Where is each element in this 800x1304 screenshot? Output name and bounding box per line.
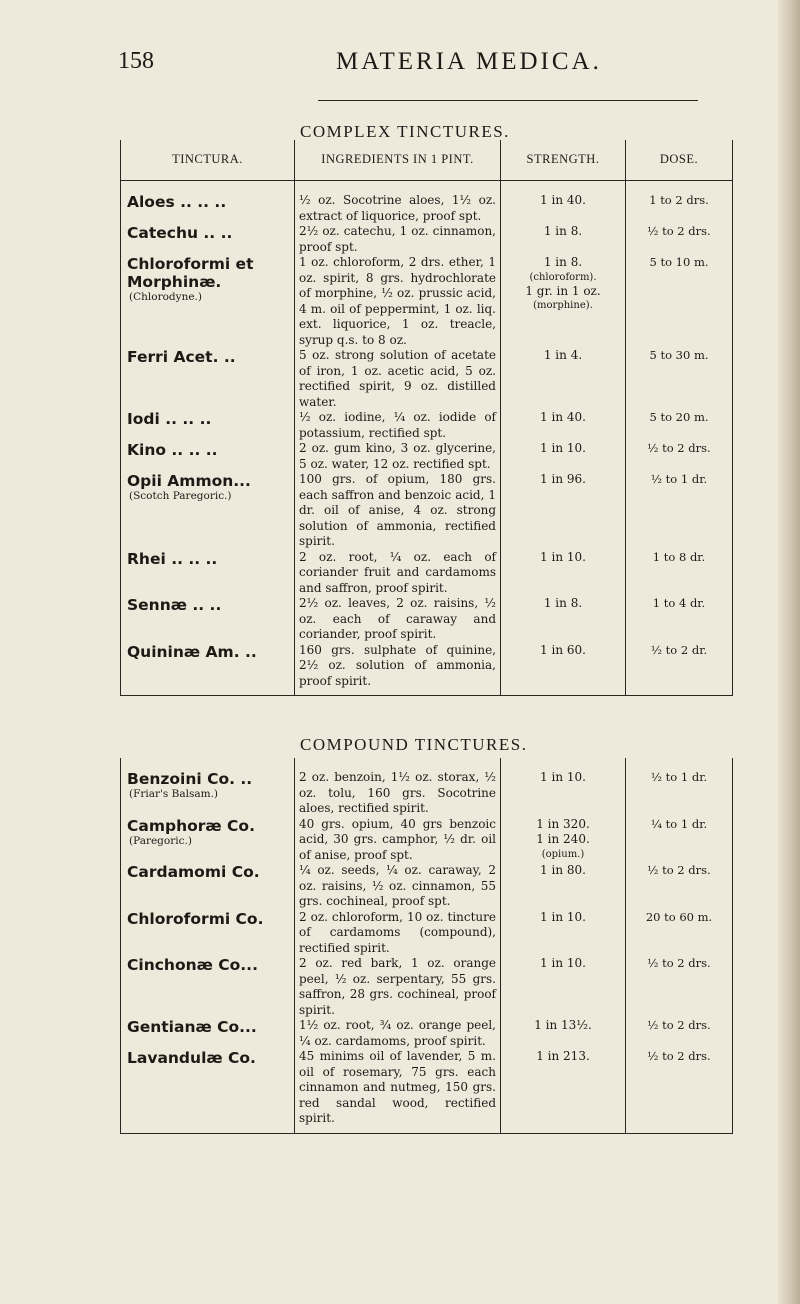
tincture-name: Kino .. .. .. (127, 441, 218, 459)
strength-value: 1 in 10. (540, 909, 586, 924)
page-edge (778, 0, 800, 1304)
strength-cell (501, 596, 626, 643)
tincture-name: Lavandulæ Co. (127, 1049, 256, 1067)
strength-value: 1 in 10. (540, 956, 586, 970)
strength-value: 1 in 40. (540, 410, 586, 424)
dose-value: 1 to 2 drs. (649, 193, 709, 207)
tincture-name-cell (121, 817, 295, 864)
ingredients-text: 45 minims oil of lavender, 5 m. oil of rosemary, 75 grs. each cinnamon and nutmeg, 150 grs. red sandal wood, rectified spirit. (299, 1049, 496, 1125)
strength-value: 1 in 10. (540, 770, 586, 784)
page-header (118, 48, 778, 88)
ingredients-cell (295, 348, 501, 410)
strength-cell (501, 441, 626, 472)
strength-cell (501, 472, 626, 550)
tincture-name: Chloroformi et Morphinæ. (127, 255, 254, 291)
ingredients-cell (295, 956, 501, 1018)
strength-cell (501, 956, 626, 1018)
ingredients-text: 160 grs. sulphate of quinine, 2½ oz. solution of ammonia, proof spirit. (299, 642, 496, 688)
tincture-name-cell (121, 596, 295, 643)
ingredients-cell (295, 181, 501, 225)
ingredients-cell (295, 910, 501, 957)
strength-cell (501, 910, 626, 957)
table-row (121, 255, 733, 348)
ingredients-text: 2 oz. gum kino, 3 oz. glycerine, 5 oz. water, 12 oz. rectified spt. (299, 441, 496, 471)
tincture-synonym: (Paregoric.) (129, 834, 192, 847)
dose-value: 1 to 8 dr. (652, 549, 706, 564)
ingredients-cell (295, 1018, 501, 1049)
strength-cell (501, 817, 626, 864)
strength-cell (501, 224, 626, 255)
strength-cell (501, 550, 626, 597)
ingredients-cell (295, 596, 501, 643)
strength-value: 1 in 10. (540, 549, 586, 564)
complex-tinctures-title: COMPLEX TINCTURES. (300, 122, 510, 141)
dose-cell (626, 348, 733, 410)
dose-cell (626, 643, 733, 696)
dose-cell (626, 181, 733, 225)
table-row (121, 817, 733, 864)
ingredients-text: 2½ oz. catechu, 1 oz. cinnamon, proof spt. (299, 224, 496, 254)
tincture-name-cell (121, 224, 295, 255)
ingredients-cell (295, 224, 501, 255)
tincture-name: Quininæ Am. .. (127, 642, 257, 661)
dose-value: ½ to 2 drs. (647, 863, 711, 877)
strength-value: 1 gr. in 1 oz. (525, 283, 601, 298)
ingredients-text: ½ oz. Socotrine aloes, 1½ oz. extract of liquorice, proof spt. (299, 193, 496, 223)
column-header-ingredients: INGREDIENTS IN 1 PINT. (295, 140, 501, 181)
tincture-name-cell (121, 410, 295, 441)
strength-cell (501, 1049, 626, 1133)
ingredients-cell (295, 255, 501, 348)
table-row (121, 643, 733, 696)
table-row (121, 441, 733, 472)
tincture-name: Gentianæ Co... (127, 1018, 257, 1036)
header-rule (318, 100, 698, 101)
ingredients-text: 2 oz. benzoin, 1½ oz. storax, ½ oz. tolu, 160 grs. Socotrine aloes, rectified spirit. (299, 770, 496, 815)
ingredients-cell (295, 472, 501, 550)
column-header-tinctura: TINCTURA. (121, 140, 295, 181)
strength-cell (501, 181, 626, 225)
dose-cell (626, 550, 733, 597)
tincture-name-cell (121, 956, 295, 1018)
ingredients-text: ½ oz. iodine, ¼ oz. iodide of potassium, rectified spt. (299, 410, 496, 440)
strength-cell (501, 863, 626, 910)
dose-value: ½ to 2 dr. (650, 642, 708, 657)
dose-cell (626, 863, 733, 910)
strength-value: (chloroform). (529, 271, 597, 283)
dose-cell (626, 910, 733, 957)
table-row (121, 1018, 733, 1049)
dose-cell (626, 758, 733, 817)
strength-cell (501, 643, 626, 696)
dose-cell (626, 1049, 733, 1133)
tincture-name-cell (121, 1018, 295, 1049)
strength-value: (opium.) (541, 848, 585, 860)
dose-cell (626, 596, 733, 643)
tincture-name: Iodi .. .. .. (127, 410, 212, 428)
tincture-name: Opii Ammon... (127, 472, 251, 490)
tincture-name-cell (121, 758, 295, 817)
compound-tinctures-title: COMPOUND TINCTURES. (300, 735, 528, 754)
dose-value: ½ to 2 drs. (647, 1018, 711, 1032)
dose-value: ¼ to 1 dr. (650, 816, 708, 831)
strength-value: 1 in 8. (543, 596, 583, 610)
dose-value: ½ to 1 dr. (650, 770, 708, 784)
strength-value: 1 in 8. (543, 255, 583, 269)
ingredients-cell (295, 817, 501, 864)
ingredients-cell (295, 758, 501, 817)
dose-cell (626, 472, 733, 550)
ingredients-text: 5 oz. strong solution of acetate of iron, 1 oz. acetic acid, 5 oz. rectified spirit, 9 oz. distilled water. (299, 348, 496, 409)
ingredients-cell (295, 441, 501, 472)
strength-value: 1 in 60. (540, 642, 586, 657)
dose-cell (626, 1018, 733, 1049)
strength-value: 1 in 240. (536, 832, 590, 846)
tincture-name: Rhei .. .. .. (127, 549, 218, 568)
dose-value: ½ to 2 drs. (647, 956, 711, 970)
strength-cell (501, 758, 626, 817)
ingredients-text: 2½ oz. leaves, 2 oz. raisins, ½ oz. each of caraway and coriander, proof spirit. (299, 596, 496, 641)
strength-value: 1 in 96. (540, 472, 586, 486)
ingredients-text: ¼ oz. seeds, ¼ oz. caraway, 2 oz. raisins, ½ oz. cinnamon, 55 grs. cochineal, proof spt. (299, 863, 496, 908)
tincture-name: Aloes .. .. .. (127, 193, 227, 211)
table-row (121, 863, 733, 910)
complex-tinctures-table (120, 140, 733, 696)
ingredients-cell (295, 410, 501, 441)
table-row (121, 472, 733, 550)
ingredients-text: 2 oz. red bark, 1 oz. orange peel, ½ oz. serpentary, 55 grs. saffron, 28 grs. cochineal, proof spirit. (299, 956, 496, 1017)
table-row (121, 550, 733, 597)
table-row (121, 956, 733, 1018)
tincture-synonym: (Scotch Paregoric.) (129, 490, 232, 502)
tincture-synonym: (Chlorodyne.) (129, 291, 202, 303)
tincture-name-cell (121, 472, 295, 550)
running-title: MATERIA MEDICA. (336, 48, 602, 75)
dose-value: 5 to 30 m. (649, 348, 709, 362)
tincture-name-cell (121, 550, 295, 597)
dose-value: 5 to 10 m. (649, 255, 709, 269)
dose-value: 1 to 4 dr. (652, 596, 706, 610)
ingredients-text: 40 grs. opium, 40 grs benzoic acid, 30 grs. camphor, ½ dr. oil of anise, proof spt. (299, 816, 496, 862)
strength-value: 1 in 10. (540, 441, 586, 455)
table-row (121, 410, 733, 441)
tincture-name: Ferri Acet. .. (127, 348, 236, 366)
tincture-name: Chloroformi Co. (127, 909, 264, 928)
strength-cell (501, 255, 626, 348)
dose-cell (626, 817, 733, 864)
strength-value: 1 in 213. (536, 1049, 590, 1063)
strength-cell (501, 1018, 626, 1049)
page-number: 158 (118, 48, 154, 74)
strength-value: 1 in 320. (536, 816, 590, 831)
dose-value: ½ to 2 drs. (647, 1049, 711, 1063)
dose-value: ½ to 2 drs. (647, 224, 711, 238)
table-row (121, 910, 733, 957)
table-row (121, 1049, 733, 1133)
tincture-name-cell (121, 643, 295, 696)
dose-value: 5 to 20 m. (649, 410, 709, 424)
tincture-name: Catechu .. .. (127, 224, 233, 242)
dose-value: 20 to 60 m. (645, 909, 713, 924)
ingredients-cell (295, 863, 501, 910)
dose-cell (626, 410, 733, 441)
ingredients-text: 2 oz. chloroform, 10 oz. tincture of cardamoms (compound), rectified spirit. (299, 909, 496, 955)
ingredients-cell (295, 550, 501, 597)
tincture-name-cell (121, 1049, 295, 1133)
ingredients-text: 1 oz. chloroform, 2 drs. ether, 1 oz. spirit, 8 grs. hydrochlorate of morphine, ½ oz. prussic acid, 4 m. oil of peppermint, 1 oz. liq. ext. liquorice, 1 oz. treacle, syrup q.s. to 8 oz. (299, 255, 496, 347)
tincture-name-cell (121, 910, 295, 957)
dose-value: ½ to 1 dr. (650, 472, 708, 486)
dose-value: ½ to 2 drs. (647, 441, 711, 455)
tincture-name: Sennæ .. .. (127, 596, 222, 614)
table-row (121, 181, 733, 225)
column-header-strength: STRENGTH. (501, 140, 626, 181)
tincture-name-cell (121, 863, 295, 910)
tincture-name: Cardamomi Co. (127, 863, 260, 881)
dose-cell (626, 255, 733, 348)
strength-value: (morphine). (533, 300, 593, 311)
table-row (121, 348, 733, 410)
tincture-name: Cinchonæ Co... (127, 956, 258, 974)
tincture-name-cell (121, 181, 295, 225)
strength-cell (501, 410, 626, 441)
table-row (121, 596, 733, 643)
dose-cell (626, 224, 733, 255)
table-header-row (121, 140, 733, 181)
tincture-name-cell (121, 441, 295, 472)
tincture-name-cell (121, 255, 295, 348)
dose-cell (626, 956, 733, 1018)
ingredients-text: 100 grs. of opium, 180 grs. each saffron and benzoic acid, 1 dr. oil of anise, 4 oz. strong solution of ammonia, rectified spirit. (299, 472, 496, 548)
ingredients-cell (295, 1049, 501, 1133)
ingredients-text: 2 oz. root, ¼ oz. each of coriander fruit and cardamoms and saffron, proof spirit. (299, 549, 496, 595)
tincture-name: Camphoræ Co. (127, 816, 255, 835)
table-row (121, 224, 733, 255)
strength-value: 1 in 40. (540, 193, 586, 207)
tincture-synonym: (Friar's Balsam.) (129, 788, 219, 800)
strength-value: 1 in 8. (543, 224, 583, 238)
compound-tinctures-table (120, 758, 733, 1134)
table-row (121, 758, 733, 817)
strength-value: 1 in 13½. (534, 1018, 592, 1032)
strength-cell (501, 348, 626, 410)
dose-cell (626, 441, 733, 472)
strength-value: 1 in 4. (543, 348, 583, 362)
column-header-dose: DOSE. (626, 140, 733, 181)
ingredients-cell (295, 643, 501, 696)
strength-value: 1 in 80. (540, 863, 586, 877)
tincture-name-cell (121, 348, 295, 410)
tincture-name: Benzoini Co. .. (127, 770, 253, 788)
ingredients-text: 1½ oz. root, ¾ oz. orange peel, ¼ oz. cardamoms, proof spirit. (299, 1018, 496, 1048)
